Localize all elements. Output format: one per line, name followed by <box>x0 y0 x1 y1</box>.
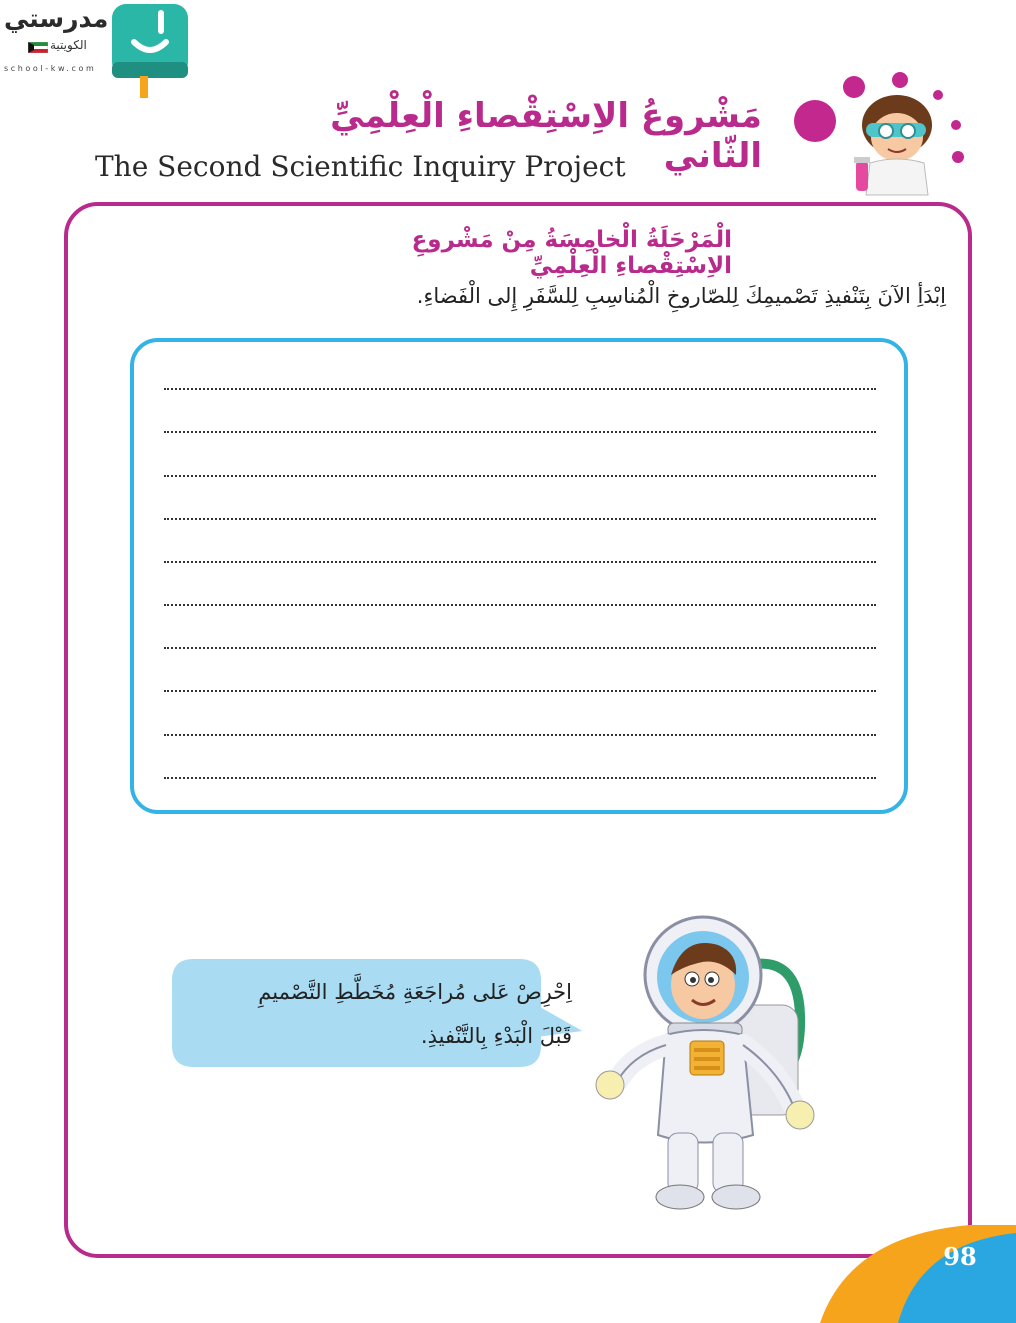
kuwait-flag-icon <box>28 42 48 53</box>
page-title-english: The Second Scientific Inquiry Project <box>95 150 626 183</box>
stage-heading: الْمَرْحَلَةُ الْخامِسَةُ مِنْ مَشْروعِ الاِسْتِقْصاءِ الْعِلْمِيِّ <box>411 227 732 279</box>
writing-line[interactable] <box>164 777 876 779</box>
logo-subtitle: الكويتية <box>50 38 87 52</box>
writing-line[interactable] <box>164 734 876 736</box>
logo-url: school-kw.com <box>4 64 97 73</box>
school-logo <box>0 0 200 100</box>
astronaut-illustration <box>588 905 828 1225</box>
page-corner-decoration <box>820 1225 1016 1323</box>
tip-line-1: اِحْرِصْ عَلى مُراجَعَةِ مُخَطَّطِ التَّصْميمِ <box>258 980 572 1004</box>
scientist-kid-illustration <box>790 65 980 200</box>
writing-area[interactable] <box>130 338 908 814</box>
writing-line[interactable] <box>164 561 876 563</box>
page-title-arabic: مَشْروعُ الاِسْتِقْصاءِ الْعِلْمِيِّ الثّاني <box>330 96 762 176</box>
page-number: 98 <box>943 1242 977 1271</box>
writing-line[interactable] <box>164 475 876 477</box>
logo-book-icon <box>110 2 190 100</box>
writing-line[interactable] <box>164 431 876 433</box>
writing-line[interactable] <box>164 647 876 649</box>
writing-line[interactable] <box>164 518 876 520</box>
writing-line[interactable] <box>164 604 876 606</box>
tip-line-2: قَبْلَ الْبَدْءِ بِالتَّنْفيذِ. <box>420 1024 572 1048</box>
instruction-text: اِبْدَأِ الآنَ بِتَنْفيذِ تَصْميمِكَ لِلصّاروخِ الْمُناسِبِ لِلسَّفَرِ إِلى الْفَضاءِ. <box>416 284 946 308</box>
writing-line[interactable] <box>164 388 876 390</box>
logo-name: مدرستي <box>4 4 109 33</box>
writing-line[interactable] <box>164 690 876 692</box>
tip-text <box>182 970 572 1058</box>
